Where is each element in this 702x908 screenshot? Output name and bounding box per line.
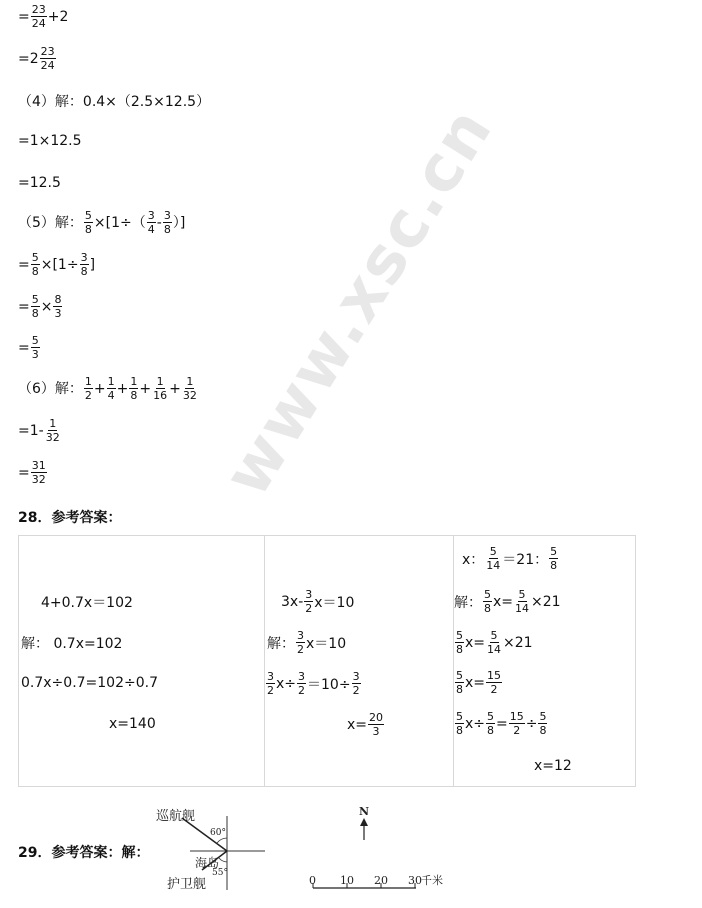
result-line: x= $\frac{20}{3}$ <box>347 711 384 738</box>
fraction: $\frac{1}{4}$ <box>107 375 115 402</box>
answer-cell-3 <box>454 536 636 787</box>
answer-cell-1 <box>19 536 265 787</box>
step-line: 解： 0.7x=102 <box>21 636 123 652</box>
fraction: $\frac{3}{2}$ <box>352 670 360 697</box>
navigation-map-diagram <box>150 798 460 898</box>
fraction: $\frac{8}{3}$ <box>54 293 62 320</box>
fraction: $\frac{5}{3}$ <box>31 334 39 361</box>
fraction: $\frac{3}{2}$ <box>297 629 304 656</box>
step-line: = $\frac{5}{8}$ × $\frac{8}{3}$ <box>18 293 62 320</box>
fraction: $\frac{5}{8}$ <box>550 545 558 572</box>
answer-cell-2 <box>265 536 454 787</box>
scale-tick-label: 30 <box>408 874 422 887</box>
fraction: $\frac{5}{8}$ <box>31 251 39 278</box>
fraction: $\frac{3}{2}$ <box>267 670 274 697</box>
north-arrow-head <box>360 818 368 826</box>
scale-tick-label: 10 <box>340 874 354 887</box>
step-line: $\frac{3}{2}$ x÷ $\frac{3}{2}$ ＝10÷ $\frac{3}{2}$ <box>267 670 360 697</box>
step-line: =1×12.5 <box>18 133 82 149</box>
part6-heading: （6）解： $\frac{1}{2}$ + $\frac{1}{4}$ + $\frac{1}{8}$ + $\frac{1}{16}$ + $\frac{1}{32}$ <box>18 375 197 402</box>
fraction: $\frac{3}{4}$ <box>147 209 155 236</box>
cruiser-label: 巡航舰 <box>156 809 196 824</box>
step-line: = $\frac{5}{8}$ ×[1÷ $\frac{3}{8}$ ] <box>18 251 96 278</box>
part5-heading: （5）解： $\frac{5}{8}$ ×[1÷（ $\frac{3}{4}$ - $\frac{3}{8}$ ）] <box>18 209 186 236</box>
island-label: 海岛 <box>195 856 220 870</box>
fraction: $\frac{3}{8}$ <box>80 251 88 278</box>
angle-label: 60° <box>210 828 226 838</box>
fraction: $\frac{23}{24}$ <box>40 45 55 72</box>
step-line: $\frac{5}{8}$ x= $\frac{15}{2}$ <box>456 669 502 696</box>
text: +2 <box>47 8 69 25</box>
step-line: =12.5 <box>18 175 61 191</box>
fraction: $\frac{3}{2}$ <box>305 588 313 615</box>
fraction: $\frac{5}{8}$ <box>539 710 547 737</box>
result-line: x=140 <box>109 716 156 732</box>
fraction: $\frac{1}{16}$ <box>153 375 168 402</box>
fraction: $\frac{5}{8}$ <box>484 588 491 615</box>
fraction: $\frac{1}{32}$ <box>45 417 60 444</box>
fraction: $\frac{15}{2}$ <box>487 669 502 696</box>
fraction: $\frac{15}{2}$ <box>509 710 524 737</box>
text: =2 <box>18 50 39 67</box>
step-line: 解： $\frac{3}{2}$ x＝10 <box>267 629 347 656</box>
part4-heading: （4）解：0.4×（2.5×12.5） <box>18 94 211 110</box>
scale-tick-label: 20 <box>374 874 388 887</box>
equation: 4+0.7x＝102 <box>41 595 133 611</box>
step-line: = $\frac{5}{3}$ <box>18 334 39 361</box>
fraction: $\frac{5}{8}$ <box>84 209 92 236</box>
text: = <box>18 8 30 25</box>
escort-label: 护卫舰 <box>167 877 207 892</box>
step-line <box>18 46 57 71</box>
fraction: $\frac{5}{8}$ <box>31 293 39 320</box>
fraction: $\frac{5}{14}$ <box>515 588 530 615</box>
step-line: =1- $\frac{1}{32}$ <box>18 417 60 444</box>
angle-arc <box>219 858 227 862</box>
fraction: $\frac{5}{8}$ <box>456 669 463 696</box>
fraction: $\frac{5}{14}$ <box>486 545 501 572</box>
fraction: $\frac{5}{8}$ <box>487 710 495 737</box>
q28-answer-table <box>18 535 636 787</box>
angle-arc <box>217 838 227 843</box>
watermark: www.xsc.cn <box>210 94 508 510</box>
scale-unit-label: 千米 <box>421 874 443 887</box>
fraction: $\frac{23}{24}$ <box>31 3 46 30</box>
fraction: $\frac{5}{8}$ <box>456 629 463 656</box>
fraction: $\frac{1}{32}$ <box>182 375 197 402</box>
step-line: 0.7x÷0.7=102÷0.7 <box>21 675 158 691</box>
q28-heading: 28．参考答案： <box>18 510 122 526</box>
result-line: x=12 <box>534 758 572 774</box>
fraction: $\frac{31}{32}$ <box>31 459 46 486</box>
equation: x： $\frac{5}{14}$ ＝21： $\frac{5}{8}$ <box>462 545 558 572</box>
fraction: $\frac{3}{2}$ <box>298 670 306 697</box>
equation: 3x- $\frac{3}{2}$ x＝10 <box>281 588 355 615</box>
fraction: $\frac{5}{14}$ <box>487 629 502 656</box>
q29-heading: 29．参考答案：解： <box>18 845 150 861</box>
fraction: $\frac{3}{8}$ <box>163 209 171 236</box>
fraction: $\frac{1}{2}$ <box>84 375 92 402</box>
scale-tick-label: 0 <box>309 874 316 887</box>
step-line: $\frac{5}{8}$ x÷ $\frac{5}{8}$ = $\frac{15}{2}$ ÷ $\frac{5}{8}$ <box>456 710 547 737</box>
angle-label: 55° <box>212 868 228 878</box>
fraction: $\frac{1}{8}$ <box>130 375 138 402</box>
fraction: $\frac{5}{8}$ <box>456 710 463 737</box>
north-label: N <box>359 805 370 818</box>
step-line: 解： $\frac{5}{8}$ x= $\frac{5}{14}$ ×21 <box>454 588 561 615</box>
step-line: = $\frac{31}{32}$ <box>18 459 46 486</box>
step-line: $\frac{5}{8}$ x= $\frac{5}{14}$ ×21 <box>456 629 533 656</box>
step-line <box>18 4 68 29</box>
fraction: $\frac{20}{3}$ <box>369 711 384 738</box>
